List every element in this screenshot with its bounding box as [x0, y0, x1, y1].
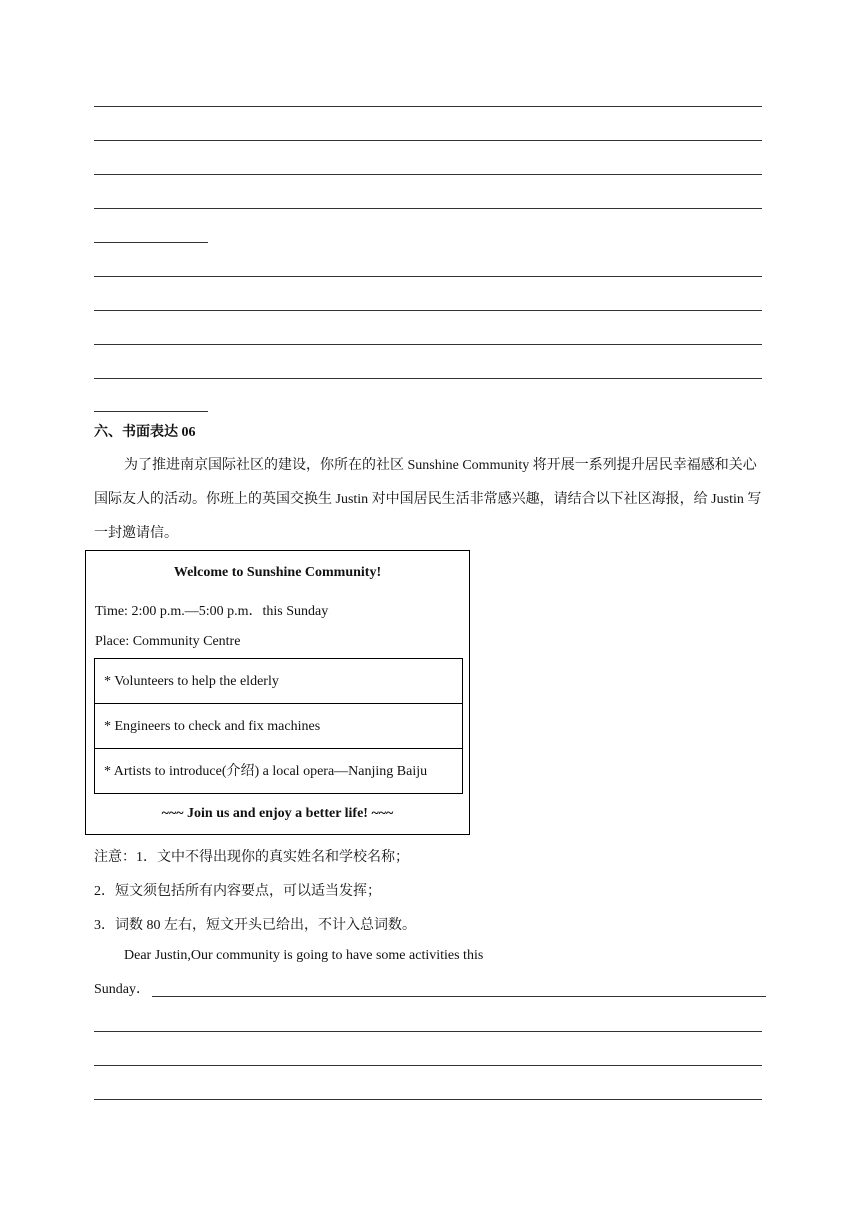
writing-line [94, 1099, 762, 1100]
section-title: 六、书面表达 06 [94, 425, 196, 440]
writing-line [94, 378, 762, 379]
poster-slogan: ~~~ Join us and enjoy a better life! ~~~ [161, 806, 394, 821]
poster-title: Welcome to Sunshine Community! [173, 565, 382, 580]
writing-line [94, 1065, 762, 1066]
letter-opening: Dear Justin,Our community is going to have some activities this [124, 948, 484, 963]
note-3: 3．词数 80 左右，短文开头已给出，不计入总词数。 [94, 918, 416, 933]
writing-line [94, 344, 762, 345]
writing-line [94, 1031, 762, 1032]
writing-line [94, 276, 762, 277]
poster-place: Place: Community Centre [95, 634, 241, 649]
note-2: 2．短文须包括所有内容要点，可以适当发挥； [94, 884, 381, 899]
writing-line-short [94, 242, 208, 243]
poster-time: Time: 2:00 p.m.—5:00 p.m．this Sunday [95, 604, 329, 619]
note-1: 注意：1．文中不得出现你的真实姓名和学校名称； [94, 850, 409, 865]
writing-line [152, 996, 766, 997]
writing-line [94, 174, 762, 175]
writing-line-short [94, 411, 208, 412]
activity-item: * Engineers to check and fix machines [95, 704, 462, 749]
writing-line [94, 140, 762, 141]
community-poster [85, 550, 470, 835]
activity-item: * Artists to introduce(介绍) a local opera—Nanjing Baiju [104, 764, 428, 779]
letter-sunday: Sunday． [94, 982, 150, 997]
writing-line [94, 208, 762, 209]
activity-item: * Volunteers to help the elderly [95, 659, 462, 704]
activities-table [94, 658, 463, 794]
writing-line [94, 310, 762, 311]
task-instructions: 为了推进南京国际社区的建设，你所在的社区 Sunshine Community 将开展一系列提升居民幸福感和关心国际友人的活动。你班上的英国交换生 Justin 对中国居民生活非常感兴趣，请结合以下社区海报，给 Justin 写一封邀请信。 [94, 458, 762, 541]
writing-line [94, 106, 762, 107]
